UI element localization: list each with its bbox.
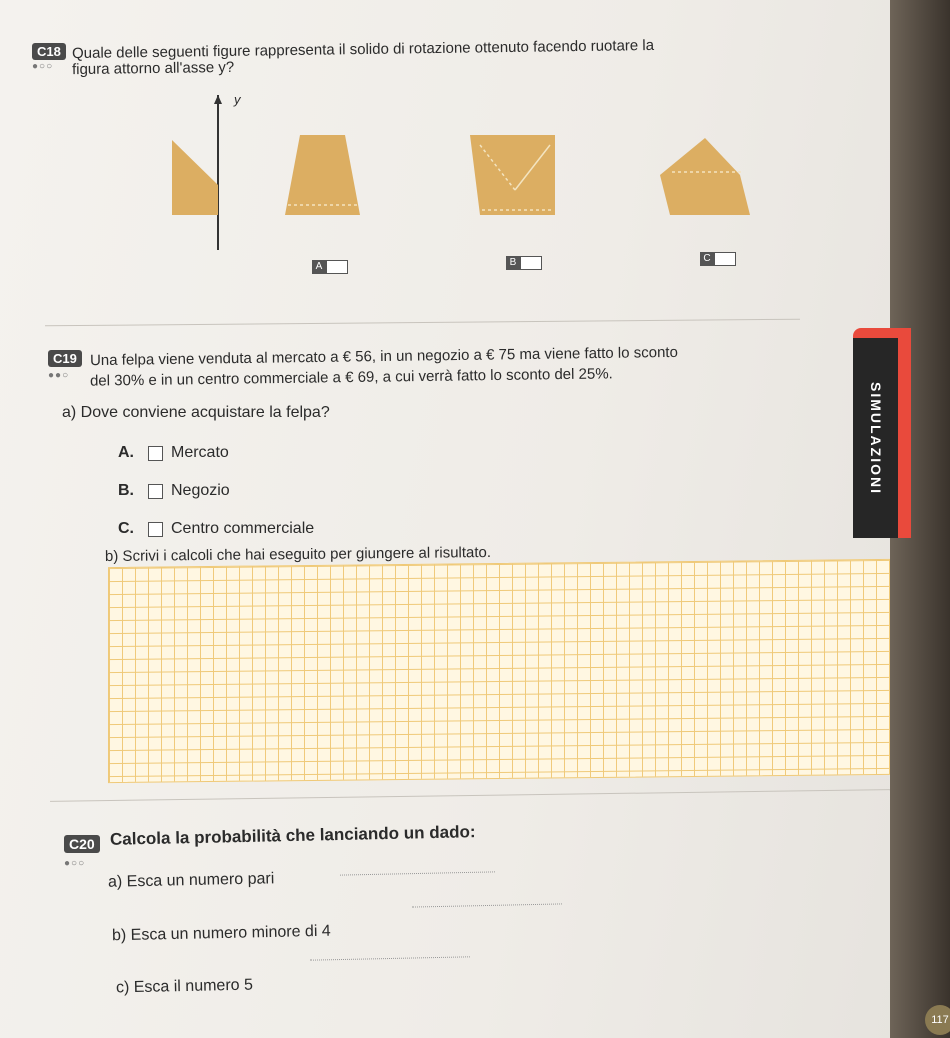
question-19-part-b: b) Scrivi i calcoli che hai eseguito per giungere al risultato. — [104, 543, 492, 566]
option-c-checkbox[interactable]: C — [700, 252, 738, 268]
answer-line-a[interactable] — [340, 871, 495, 875]
option-mercato-checkbox[interactable] — [148, 446, 163, 461]
question-19-number: C19 — [48, 350, 82, 367]
solid-a-shape — [285, 135, 360, 215]
question-19-part-a: a) Dove conviene acquistare la felpa? — [62, 404, 330, 421]
option-letter: A. — [118, 444, 134, 461]
question-19-text-line2: del 30% e in un centro commerciale a € 69, a cui verrà fatto lo sconto del 25%. — [89, 365, 613, 390]
page-number: 117 — [925, 1005, 950, 1035]
y-axis-arrow — [214, 95, 222, 104]
question-20-text: Calcola la probabilità che lanciando un dado: — [109, 822, 476, 849]
question-20-item-a: a) Esca un numero pari — [107, 870, 275, 891]
question-20-item-c: c) Esca il numero 5 — [115, 976, 254, 997]
answer-line-b[interactable] — [412, 903, 562, 907]
option-mercato[interactable] — [118, 444, 229, 462]
solid-c-shape — [660, 138, 750, 215]
option-centro-commerciale-checkbox[interactable] — [148, 522, 163, 537]
option-letter: B. — [118, 482, 134, 499]
question-19-text-line1: Una felpa viene venduta al mercato a € 56, in un negozio a € 75 ma viene fatto lo sconto — [89, 343, 678, 370]
question-20-difficulty: ●○○ — [64, 858, 86, 869]
option-b-checkbox[interactable]: B — [506, 256, 544, 272]
solid-b-shape — [470, 135, 555, 215]
question-18-number: C18 — [32, 43, 66, 60]
y-axis-label: y — [234, 92, 241, 107]
option-a-checkbox[interactable]: A — [312, 260, 350, 276]
side-tab-label: SIMULAZIONI — [868, 381, 884, 495]
option-label: Negozio — [171, 482, 230, 499]
question-20-number: C20 — [64, 835, 100, 853]
question-18-difficulty: ●○○ — [32, 61, 54, 72]
calculation-grid[interactable] — [108, 559, 890, 783]
option-centro-commerciale[interactable] — [118, 520, 314, 538]
section-divider — [45, 319, 800, 327]
answer-line-c[interactable] — [310, 956, 470, 960]
question-19-difficulty: ●●○ — [48, 370, 70, 381]
option-label: Centro commerciale — [171, 520, 315, 537]
option-negozio[interactable] — [118, 482, 230, 500]
option-label: Mercato — [171, 444, 229, 461]
option-letter: C. — [118, 520, 134, 537]
question-20-item-b: b) Esca un numero minore di 4 — [111, 922, 331, 945]
source-triangle-shape — [172, 140, 218, 215]
question-18-text-line1: Quale delle seguenti figure rappresenta il solido di rotazione ottenuto facendo ruotare la — [71, 36, 655, 63]
section-divider — [50, 789, 890, 802]
option-negozio-checkbox[interactable] — [148, 484, 163, 499]
question-18-text-line2: figura attorno all'asse y? — [71, 58, 235, 79]
